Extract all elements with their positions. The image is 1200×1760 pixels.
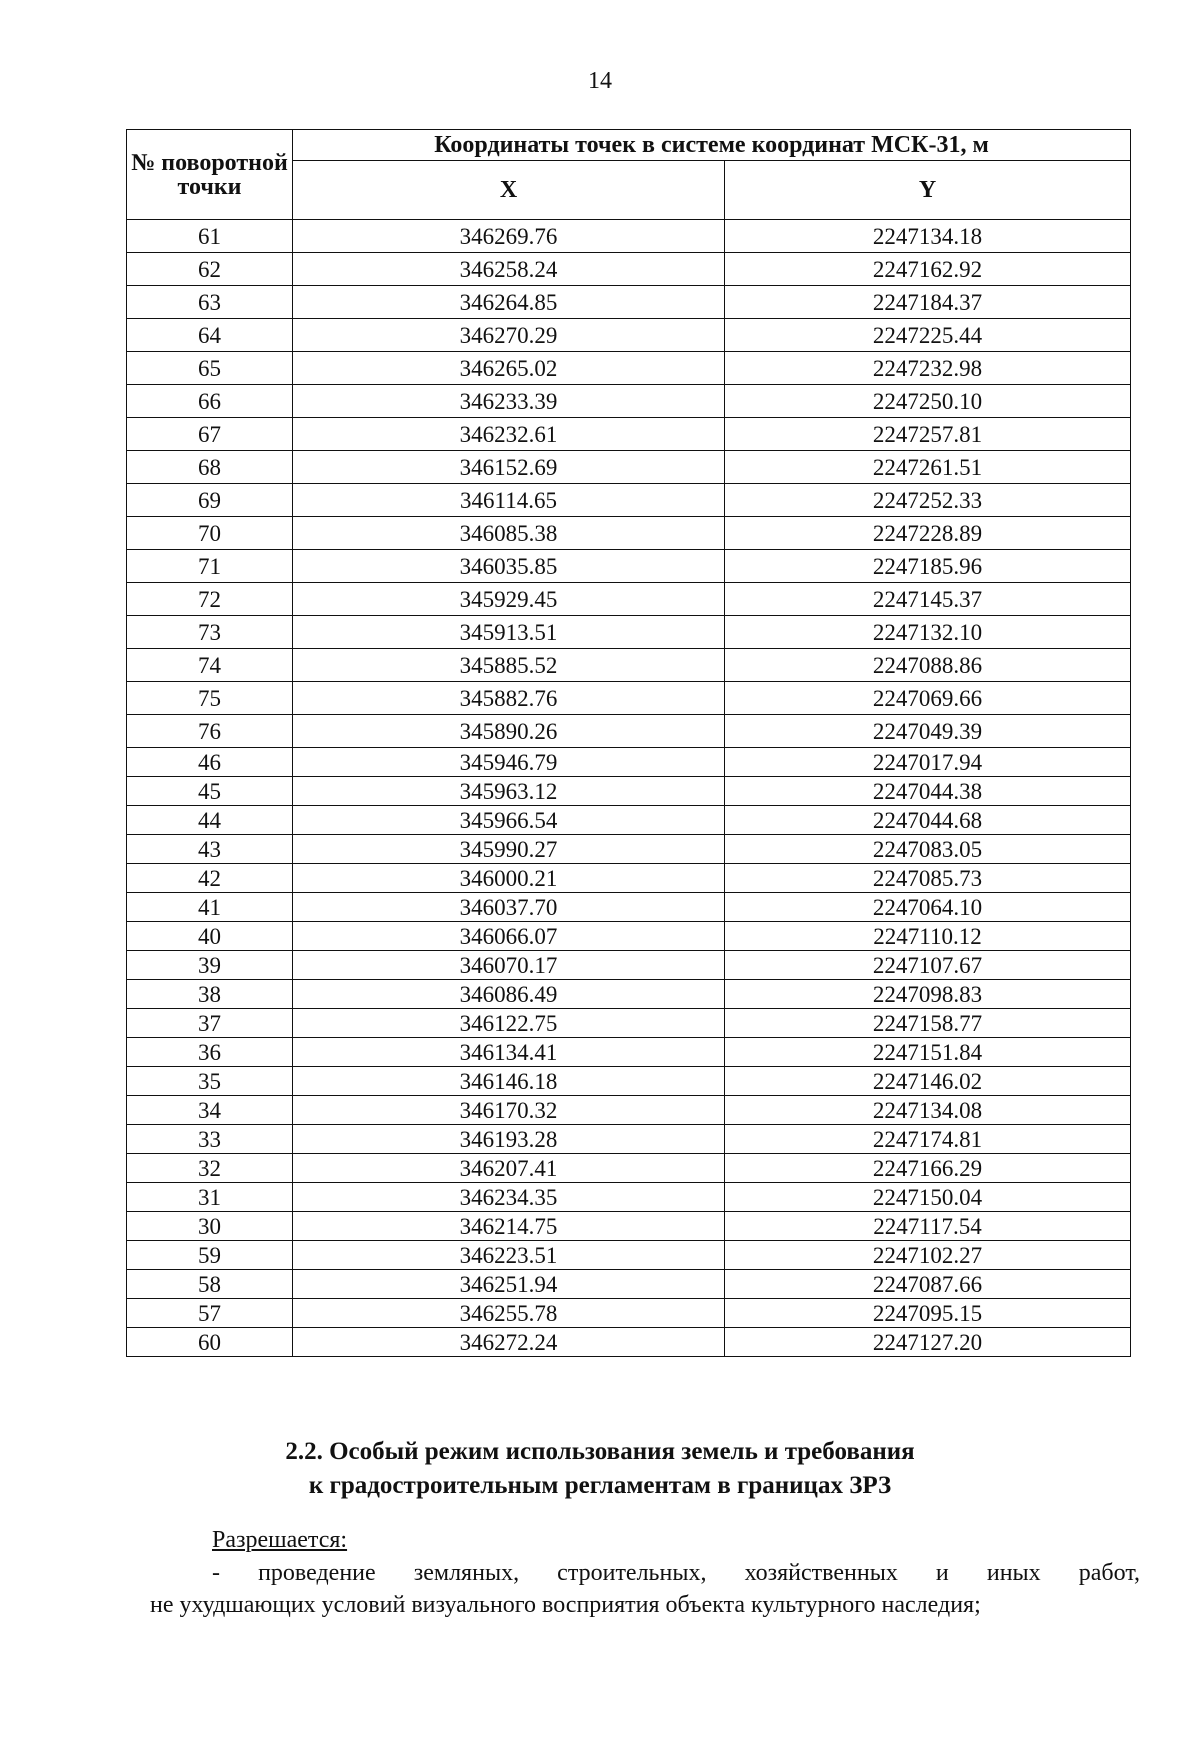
table-row (127, 715, 1131, 748)
y-coordinate-cell: 2247145.37 (725, 583, 1131, 616)
point-number-cell: 46 (127, 748, 293, 777)
table-row (127, 1125, 1131, 1154)
point-number-cell: 38 (127, 980, 293, 1009)
table-row (127, 1067, 1131, 1096)
table-row (127, 980, 1131, 1009)
point-number-cell: 31 (127, 1183, 293, 1212)
table-row (127, 319, 1131, 352)
point-number-cell: 35 (127, 1067, 293, 1096)
table-row (127, 835, 1131, 864)
y-coordinate-cell: 2247107.67 (725, 951, 1131, 980)
y-coordinate-cell: 2247098.83 (725, 980, 1131, 1009)
point-number-cell: 58 (127, 1270, 293, 1299)
y-coordinate-cell: 2247127.20 (725, 1328, 1131, 1357)
point-number-cell: 33 (127, 1125, 293, 1154)
y-coordinate-cell: 2247146.02 (725, 1067, 1131, 1096)
table-row (127, 451, 1131, 484)
table-row (127, 1009, 1131, 1038)
y-coordinate-cell: 2247117.54 (725, 1212, 1131, 1241)
x-coordinate-cell: 346114.65 (293, 484, 725, 517)
x-coordinate-cell: 346207.41 (293, 1154, 725, 1183)
y-coordinate-cell: 2247134.18 (725, 220, 1131, 253)
x-coordinate-cell: 346223.51 (293, 1241, 725, 1270)
point-number-cell: 69 (127, 484, 293, 517)
y-coordinate-cell: 2247110.12 (725, 922, 1131, 951)
x-coordinate-cell: 346037.70 (293, 893, 725, 922)
table-row (127, 550, 1131, 583)
point-number-cell: 37 (127, 1009, 293, 1038)
table-row (127, 517, 1131, 550)
x-coordinate-cell: 346070.17 (293, 951, 725, 980)
x-header: X (293, 161, 725, 220)
point-number-cell: 42 (127, 864, 293, 893)
table-row (127, 253, 1131, 286)
table-row (127, 418, 1131, 451)
x-coordinate-cell: 346170.32 (293, 1096, 725, 1125)
x-coordinate-cell: 345929.45 (293, 583, 725, 616)
x-coordinate-cell: 346066.07 (293, 922, 725, 951)
table-row (127, 352, 1131, 385)
x-coordinate-cell: 346234.35 (293, 1183, 725, 1212)
table-row (127, 649, 1131, 682)
section-heading-line1: 2.2. Особый режим использования земель и требования (285, 1438, 915, 1465)
y-coordinate-cell: 2247232.98 (725, 352, 1131, 385)
point-number-cell: 76 (127, 715, 293, 748)
table-row (127, 951, 1131, 980)
point-number-cell: 65 (127, 352, 293, 385)
table-row (127, 1154, 1131, 1183)
point-number-cell: 43 (127, 835, 293, 864)
coordinates-header: Координаты точек в системе координат МСК-31, м (293, 130, 1131, 161)
point-number-cell: 57 (127, 1299, 293, 1328)
point-number-cell: 30 (127, 1212, 293, 1241)
y-coordinate-cell: 2247064.10 (725, 893, 1131, 922)
table-row (127, 286, 1131, 319)
table-row (127, 583, 1131, 616)
point-number-cell: 36 (127, 1038, 293, 1067)
point-number-cell: 60 (127, 1328, 293, 1357)
x-coordinate-cell: 345966.54 (293, 806, 725, 835)
y-coordinate-cell: 2247162.92 (725, 253, 1131, 286)
x-coordinate-cell: 346000.21 (293, 864, 725, 893)
point-number-cell: 74 (127, 649, 293, 682)
y-coordinate-cell: 2247185.96 (725, 550, 1131, 583)
point-number-cell: 72 (127, 583, 293, 616)
x-coordinate-cell: 346270.29 (293, 319, 725, 352)
y-coordinate-cell: 2247228.89 (725, 517, 1131, 550)
point-number-cell: 61 (127, 220, 293, 253)
section-heading (0, 1435, 1200, 1503)
y-coordinate-cell: 2247049.39 (725, 715, 1131, 748)
table-row (127, 1299, 1131, 1328)
table-row (127, 484, 1131, 517)
y-coordinate-cell: 2247069.66 (725, 682, 1131, 715)
y-coordinate-cell: 2247184.37 (725, 286, 1131, 319)
y-coordinate-cell: 2247151.84 (725, 1038, 1131, 1067)
table-row (127, 864, 1131, 893)
y-coordinate-cell: 2247257.81 (725, 418, 1131, 451)
table-row (127, 893, 1131, 922)
point-number-cell: 39 (127, 951, 293, 980)
y-coordinate-cell: 2247088.86 (725, 649, 1131, 682)
x-coordinate-cell: 346035.85 (293, 550, 725, 583)
point-number-cell: 34 (127, 1096, 293, 1125)
point-number-cell: 45 (127, 777, 293, 806)
x-coordinate-cell: 346272.24 (293, 1328, 725, 1357)
x-coordinate-cell: 346193.28 (293, 1125, 725, 1154)
y-coordinate-cell: 2247158.77 (725, 1009, 1131, 1038)
table-row (127, 1096, 1131, 1125)
y-coordinate-cell: 2247132.10 (725, 616, 1131, 649)
point-number-cell: 40 (127, 922, 293, 951)
y-coordinate-cell: 2247017.94 (725, 748, 1131, 777)
x-coordinate-cell: 345890.26 (293, 715, 725, 748)
x-coordinate-cell: 346146.18 (293, 1067, 725, 1096)
y-coordinate-cell: 2247087.66 (725, 1270, 1131, 1299)
point-number-cell: 41 (127, 893, 293, 922)
x-coordinate-cell: 345882.76 (293, 682, 725, 715)
y-coordinate-cell: 2247095.15 (725, 1299, 1131, 1328)
x-coordinate-cell: 346134.41 (293, 1038, 725, 1067)
x-coordinate-cell: 346255.78 (293, 1299, 725, 1328)
y-coordinate-cell: 2247166.29 (725, 1154, 1131, 1183)
point-number-cell: 32 (127, 1154, 293, 1183)
x-coordinate-cell: 346122.75 (293, 1009, 725, 1038)
y-coordinate-cell: 2247261.51 (725, 451, 1131, 484)
point-number-cell: 67 (127, 418, 293, 451)
table-row (127, 777, 1131, 806)
x-coordinate-cell: 345913.51 (293, 616, 725, 649)
table-row (127, 1038, 1131, 1067)
point-number-cell: 64 (127, 319, 293, 352)
x-coordinate-cell: 346258.24 (293, 253, 725, 286)
x-coordinate-cell: 346152.69 (293, 451, 725, 484)
table-row (127, 922, 1131, 951)
y-coordinate-cell: 2247150.04 (725, 1183, 1131, 1212)
table-row (127, 385, 1131, 418)
table-row (127, 1183, 1131, 1212)
point-number-cell: 68 (127, 451, 293, 484)
x-coordinate-cell: 346232.61 (293, 418, 725, 451)
x-coordinate-cell: 346086.49 (293, 980, 725, 1009)
x-coordinate-cell: 345946.79 (293, 748, 725, 777)
page-number: 14 (588, 68, 612, 94)
x-coordinate-cell: 346265.02 (293, 352, 725, 385)
point-number-cell: 73 (127, 616, 293, 649)
y-coordinate-cell: 2247250.10 (725, 385, 1131, 418)
y-coordinate-cell: 2247252.33 (725, 484, 1131, 517)
y-coordinate-cell: 2247225.44 (725, 319, 1131, 352)
table-row (127, 806, 1131, 835)
y-coordinate-cell: 2247044.38 (725, 777, 1131, 806)
x-coordinate-cell: 346233.39 (293, 385, 725, 418)
coordinates-table (126, 129, 1131, 1357)
y-coordinate-cell: 2247174.81 (725, 1125, 1131, 1154)
x-coordinate-cell: 345963.12 (293, 777, 725, 806)
x-coordinate-cell: 346214.75 (293, 1212, 725, 1241)
x-coordinate-cell: 346269.76 (293, 220, 725, 253)
table-row (127, 1212, 1131, 1241)
table-row (127, 1270, 1131, 1299)
x-coordinate-cell: 345885.52 (293, 649, 725, 682)
y-coordinate-cell: 2247044.68 (725, 806, 1131, 835)
point-number-cell: 59 (127, 1241, 293, 1270)
table-row (127, 682, 1131, 715)
y-coordinate-cell: 2247083.05 (725, 835, 1131, 864)
point-number-cell: 70 (127, 517, 293, 550)
table-row (127, 1241, 1131, 1270)
permitted-item-line2: не ухудшающих условий визуального восприятия объекта культурного наследия; (150, 1592, 981, 1618)
point-number-cell: 63 (127, 286, 293, 319)
point-number-cell: 66 (127, 385, 293, 418)
permitted-item-line1: - проведение земляных, строительных, хозяйственных и иных работ, (212, 1560, 1140, 1586)
x-coordinate-cell: 346085.38 (293, 517, 725, 550)
point-number-cell: 75 (127, 682, 293, 715)
permitted-label: Разрешается: (212, 1527, 348, 1553)
point-number-header: № поворотной точки (127, 130, 293, 220)
x-coordinate-cell: 345990.27 (293, 835, 725, 864)
table-row (127, 616, 1131, 649)
table-row (127, 1328, 1131, 1357)
y-coordinate-cell: 2247102.27 (725, 1241, 1131, 1270)
table-row (127, 220, 1131, 253)
point-number-cell: 44 (127, 806, 293, 835)
section-heading-line2: к градостроительным регламентам в границах ЗРЗ (308, 1472, 892, 1499)
point-number-cell: 71 (127, 550, 293, 583)
x-coordinate-cell: 346264.85 (293, 286, 725, 319)
y-header: Y (725, 161, 1131, 220)
y-coordinate-cell: 2247134.08 (725, 1096, 1131, 1125)
point-number-cell: 62 (127, 253, 293, 286)
y-coordinate-cell: 2247085.73 (725, 864, 1131, 893)
x-coordinate-cell: 346251.94 (293, 1270, 725, 1299)
table-row (127, 748, 1131, 777)
